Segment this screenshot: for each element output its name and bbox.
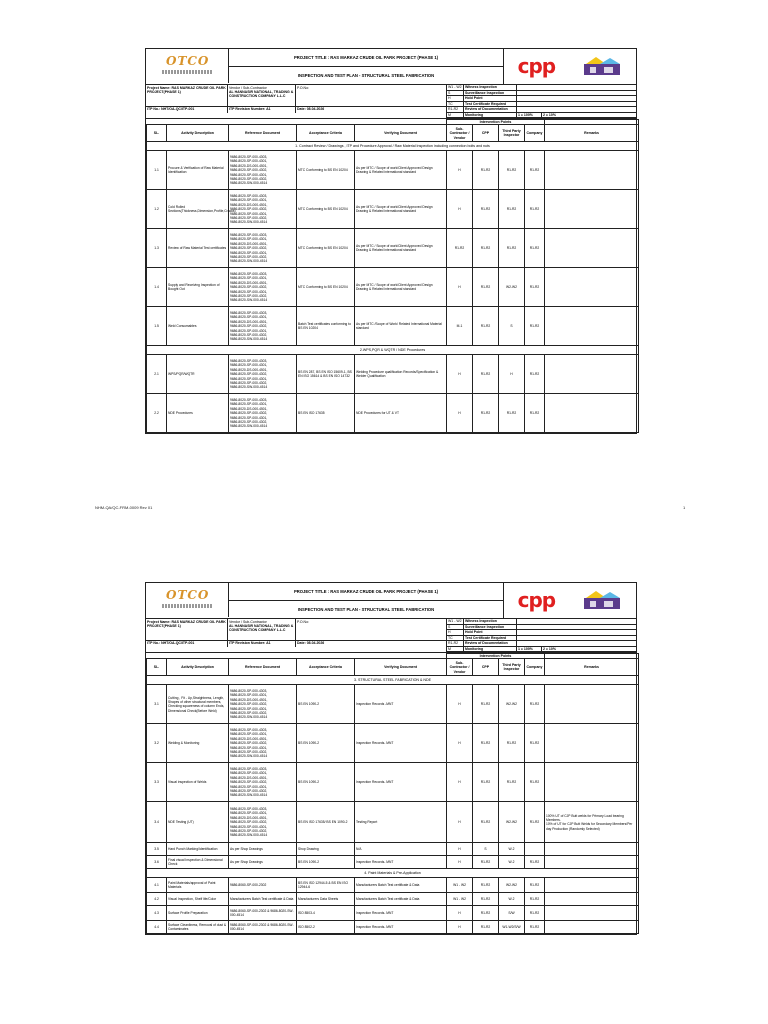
row-sub: R1-R2 — [447, 229, 473, 268]
row-cpp: R1-R2 — [473, 878, 499, 893]
row-sl: 4.2 — [147, 893, 167, 906]
legend-monitor-100: 1 = 100% — [517, 647, 542, 652]
row-remarks — [545, 307, 639, 346]
col-header-acceptance: Acceptance Criteria — [297, 125, 355, 142]
row-remarks — [545, 763, 639, 802]
title-block — [229, 49, 504, 84]
row-reference: 9686-8020-SP-000-4303, 9686-8020-SP-000-4301, 9686-8020-DS-000-4501, 9686-8020-SP-000-4302, 9686-8020-SP-000-4301, 9686-8020-SP-000-4302, 9686-8020-SW-000-4514 — [229, 355, 297, 394]
row-acceptance: MTC Conforming to BS EN 10204 — [297, 190, 355, 229]
legend-code: R1-R2 — [447, 641, 464, 646]
table-row — [147, 685, 639, 724]
row-company: R1-R2 — [525, 151, 545, 190]
legend-desc: Monitoring — [464, 647, 517, 652]
row-reference: 9686-8020-SP-000-4303, 9686-8020-SP-000-4301, 9686-8020-DS-000-4501, 9686-8020-SP-000-4302, 9686-8020-SP-000-4301, 9686-8020-SP-000-4302, 9686-8020-SW-000-4514 — [229, 151, 297, 190]
row-remarks — [545, 843, 639, 856]
row-sl: 3.2 — [147, 724, 167, 763]
row-cpp: R1-R2 — [473, 685, 499, 724]
row-sl: 1.3 — [147, 229, 167, 268]
row-activity: NDE Procedures — [167, 394, 229, 433]
plan-title: INSPECTION AND TEST PLAN - STRUCTURAL STEEL FABRICATION — [297, 607, 435, 612]
row-acceptance: BS EN 1090-2 — [297, 856, 355, 869]
table-row — [147, 763, 639, 802]
row-third-party: W2-W2 — [499, 802, 525, 843]
legend-desc: Review of Documentation — [464, 641, 517, 646]
row-acceptance: BS EN 1090-2 — [297, 724, 355, 763]
legend-desc: Witness Inspection — [464, 619, 517, 624]
legend-monitor-100: 1 = 100% — [517, 113, 542, 118]
row-sub: W1 - W2 — [447, 878, 473, 893]
row-verifying: Inspection Records- MNT — [355, 921, 447, 934]
row-reference: 9686-8060-SP-000-2302 & 9686-8020-SW-000-4514 — [229, 906, 297, 921]
row-acceptance: ISO 8502-2 — [297, 921, 355, 934]
row-verifying: As per MTC / Scope of work/Client Approved Design Drawing & Related international standard — [355, 190, 447, 229]
vendor-name: AL HANNASIR NATIONAL, TRADING & CONSTRUCTION COMPANY L.L.C — [229, 90, 294, 98]
row-sub: H — [447, 355, 473, 394]
row-acceptance: Batch Test certificates conforming to BS EN 10204 — [297, 307, 355, 346]
row-reference: 9686-8020-SP-000-4303, 9686-8020-SP-000-4301, 9686-8020-DS-000-4501, 9686-8020-SP-000-4302, 9686-8020-SP-000-4301, 9686-8020-SP-000-4302, 9686-8020-SW-000-4514 — [229, 394, 297, 433]
row-remarks — [545, 151, 639, 190]
row-company: R1-R2 — [525, 307, 545, 346]
row-activity: Cold Rolled Sections(Thickness,Dimension,Profile,Cracks) — [167, 190, 229, 229]
mt-logo — [582, 55, 622, 77]
vendor-name: AL HANNASIR NATIONAL, TRADING & CONSTRUCTION COMPANY L.L.C — [229, 624, 294, 632]
col-header-cpp: CPP — [473, 125, 499, 142]
row-third-party: W-2 — [499, 856, 525, 869]
legend-code: TC — [447, 636, 464, 641]
col-header-third: Third Party Inspector — [499, 125, 525, 142]
page-number: 1 — [683, 505, 686, 510]
row-activity: WPS/PQR/WQTR — [167, 355, 229, 394]
row-verifying: Welding Procedure qualification Records/Specification & Welder Qualification — [355, 355, 447, 394]
po-number: P.O.No: — [297, 86, 309, 90]
row-sl: 4.3 — [147, 906, 167, 921]
row-cpp: R1-R2 — [473, 802, 499, 843]
legend-code: M — [447, 113, 464, 118]
row-remarks — [545, 394, 639, 433]
row-verifying: Manufacturers Batch Test certificate & Data — [355, 878, 447, 893]
row-third-party: H — [499, 355, 525, 394]
row-verifying: Inspection Records- MNT — [355, 724, 447, 763]
legend-desc: Surveillance Inspection — [464, 625, 517, 630]
row-acceptance: BS EN ISO 12944-5 & BS EN ISO 12944-6 — [297, 878, 355, 893]
project-name: Project Name: RAS MARKAZ CRUDE OIL PARK PROJECT(PHASE 1) — [146, 85, 228, 106]
sheet-header — [146, 49, 636, 85]
row-third-party: W2-W2 — [499, 268, 525, 307]
col-header-sl: SL. — [147, 125, 167, 142]
row-reference: As per Shop Drawings — [229, 856, 297, 869]
row-sl: 1.4 — [147, 268, 167, 307]
table-row — [147, 906, 639, 921]
legend-desc: Witness Inspection — [464, 85, 517, 90]
row-activity: Hard Punch Marking/Identification — [167, 843, 229, 856]
table-row — [147, 307, 639, 346]
col-header-sub: Sub-Contractor / Vendor — [447, 125, 473, 142]
legend-desc: Test Certificate Required — [464, 102, 517, 107]
col-header-remarks: Remarks — [545, 659, 639, 676]
plan-title: INSPECTION AND TEST PLAN - STRUCTURAL STEEL FABRICATION — [297, 73, 435, 78]
row-remarks — [545, 268, 639, 307]
row-verifying: Testing Report — [355, 802, 447, 843]
itp-table — [146, 653, 639, 934]
row-acceptance: Shop Drawing — [297, 843, 355, 856]
po-number: P.O.No: — [297, 620, 309, 624]
row-remarks — [545, 724, 639, 763]
section-title: 3. STRUCTURAL STEEL FABRICATION & NDE — [147, 676, 639, 685]
row-reference: 9686-8060-SP-000-2302 — [229, 878, 297, 893]
project-name: Project Name: RAS MARKAZ CRUDE OIL PARK PROJECT(PHASE 1) — [146, 619, 228, 640]
legend-code: W1 - W2 — [447, 619, 464, 624]
col-header-cpp: CPP — [473, 659, 499, 676]
page-2 — [0, 512, 768, 1024]
legend-desc: Hold Point — [464, 96, 517, 101]
table-row — [147, 190, 639, 229]
row-acceptance: BS EN ISO 17635/ BS EN 1090-2 — [297, 802, 355, 843]
col-header-remarks: Remarks — [545, 125, 639, 142]
row-activity: Procure & Verification of Raw Material Identification — [167, 151, 229, 190]
row-sl: 3.5 — [147, 843, 167, 856]
row-remarks — [545, 893, 639, 906]
row-sub: H — [447, 268, 473, 307]
row-verifying: Inspection Records- MNT — [355, 763, 447, 802]
row-company: R1-R2 — [525, 394, 545, 433]
row-activity: NDE Testing (UT) — [167, 802, 229, 843]
row-sl: 1.2 — [147, 190, 167, 229]
row-sl: 3.1 — [147, 685, 167, 724]
row-remarks — [545, 229, 639, 268]
row-verifying: Inspection Records -MNT — [355, 685, 447, 724]
row-cpp: R1-R2 — [473, 906, 499, 921]
legend-code: S — [447, 625, 464, 630]
row-verifying: Manufacturers Batch Test certificate & Data — [355, 893, 447, 906]
row-sub: H — [447, 921, 473, 934]
legend-monitor-10: 2 = 10% — [543, 646, 556, 651]
legend-desc: Surveillance Inspection — [464, 91, 517, 96]
row-acceptance: ISO 8503-4 — [297, 906, 355, 921]
row-third-party: R1-R2 — [499, 394, 525, 433]
row-sl: 2.2 — [147, 394, 167, 433]
row-sub: H — [447, 802, 473, 843]
col-header-company: Company — [525, 125, 545, 142]
row-company — [525, 843, 545, 856]
row-sl: 2.1 — [147, 355, 167, 394]
row-activity: Welding & Monitoring — [167, 724, 229, 763]
project-title: PROJECT TITLE : RAS MARKAZ CRUDE OIL PARK PROJECT (PHASE 1) — [229, 583, 503, 601]
itp-revision: ITP Revision Number: A1 — [228, 641, 296, 647]
row-company: R1-R2 — [525, 921, 545, 934]
legend-code: M — [447, 647, 464, 652]
row-sub: H — [447, 685, 473, 724]
itp-number: ITP No.: NHT/OA-QC/ITP-001 — [146, 107, 228, 113]
itp-sheet — [145, 48, 637, 434]
row-cpp: R1-R2 — [473, 190, 499, 229]
table-row — [147, 229, 639, 268]
row-sub: W1 - W2 — [447, 893, 473, 906]
row-cpp: S — [473, 843, 499, 856]
table-row — [147, 724, 639, 763]
itp-revision: ITP Revision Number: A1 — [228, 107, 296, 113]
row-company: R1-R2 — [525, 906, 545, 921]
row-third-party: W1-W2/S/W — [499, 921, 525, 934]
row-cpp: R1-R2 — [473, 229, 499, 268]
table-row — [147, 878, 639, 893]
row-acceptance: MTC Conforming to BS EN 10204 — [297, 151, 355, 190]
itp-number: ITP No.: NHT/OA-QC/ITP-001 — [146, 641, 228, 647]
row-cpp: R1-R2 — [473, 763, 499, 802]
table-row — [147, 268, 639, 307]
row-sub: H — [447, 843, 473, 856]
row-sub: H — [447, 906, 473, 921]
row-verifying: As per MTC / Scope of work/Client Approved Design Drawing & Related international standard — [355, 268, 447, 307]
itp-table — [146, 119, 639, 433]
legend-code: H — [447, 96, 464, 101]
legend-desc: Monitoring — [464, 113, 517, 118]
row-cpp: R1-R2 — [473, 151, 499, 190]
col-header-sl: SL. — [147, 659, 167, 676]
form-number: NHM-QA/QC-FRM-0009 Rev 01 — [95, 505, 153, 510]
row-cpp: R1-R2 — [473, 268, 499, 307]
row-third-party: W2-W2 — [499, 878, 525, 893]
row-cpp: R1-R2 — [473, 893, 499, 906]
legend-desc: Review of Documentation — [464, 107, 517, 112]
col-header-verifying: Verifying Document — [355, 659, 447, 676]
section-title: 1. Contract Review / Drawings , ITP and Procedure Approval / Raw Material Inspection including connection bolts and nuts — [147, 142, 639, 151]
row-company: R1-R2 — [525, 893, 545, 906]
legend-code: W1 - W2 — [447, 85, 464, 90]
row-sl: 1.1 — [147, 151, 167, 190]
row-activity: Cutting , Fit - Up,Straightness, Length, Shapes of other structural members, Checking squareness of column Ends, Dimensional Check(Before Weld) — [167, 685, 229, 724]
row-verifying: As per MTC /Scope of Work/ Related International Material standard — [355, 307, 447, 346]
col-header-activity: Activity Description — [167, 659, 229, 676]
row-cpp: R1-R2 — [473, 921, 499, 934]
row-activity: Final visual Inspection & Dimensional Check — [167, 856, 229, 869]
col-header-sub: Sub-Contractor / Vendor — [447, 659, 473, 676]
row-cpp: R1-R2 — [473, 307, 499, 346]
row-activity: Weld Consumables — [167, 307, 229, 346]
row-sub: H — [447, 394, 473, 433]
row-activity: Review of Raw Material Test certificates — [167, 229, 229, 268]
col-header-acceptance: Acceptance Criteria — [297, 659, 355, 676]
row-third-party: W-2 — [499, 843, 525, 856]
col-header-third: Third Party Inspector — [499, 659, 525, 676]
table-row — [147, 394, 639, 433]
legend-desc: Hold Point — [464, 630, 517, 635]
row-third-party: S — [499, 307, 525, 346]
itp-date: Date: 08.04.2026 — [297, 107, 325, 111]
row-remarks — [545, 878, 639, 893]
table-row — [147, 921, 639, 934]
meta-block — [146, 85, 636, 119]
row-company: R1-R2 — [525, 190, 545, 229]
col-header-company: Company — [525, 659, 545, 676]
row-remarks — [545, 856, 639, 869]
row-activity: Visual Inspection, Shelf life/Color — [167, 893, 229, 906]
row-remarks — [545, 685, 639, 724]
row-remarks — [545, 921, 639, 934]
row-verifying: NDE Procedures for UT & VT — [355, 394, 447, 433]
legend-code: S — [447, 91, 464, 96]
row-cpp: R1-R2 — [473, 394, 499, 433]
row-company: R1-R2 — [525, 268, 545, 307]
row-reference: 9686-8020-SP-000-4303, 9686-8020-SP-000-4301, 9686-8020-DS-000-4501, 9686-8020-SP-000-4302, 9686-8020-SP-000-4301, 9686-8020-SP-000-4302, 9686-8020-SW-000-4514 — [229, 724, 297, 763]
col-header-activity: Activity Description — [167, 125, 229, 142]
row-reference: 9686-8020-SP-000-4303, 9686-8020-SP-000-4301, 9686-8020-DS-000-4501, 9686-8020-SP-000-4302, 9686-8020-SP-000-4301, 9686-8020-SP-000-4302, 9686-8020-SW-000-4514 — [229, 763, 297, 802]
row-acceptance: Manufacturers Data Sheets — [297, 893, 355, 906]
vendor-label: Vendor / Sub-Contractor — [229, 86, 267, 90]
row-remarks: 100% UT of CJP Butt welds for Primary Load bearing Members. 10% of UT for CJP Butt Welds for Secondary Members/Per day Production (Randomly Selected) — [545, 802, 639, 843]
row-acceptance: BS EN ISO 17635 — [297, 394, 355, 433]
row-third-party: W2-W2 — [499, 685, 525, 724]
row-activity: Surface Cleanliness, Removal of dust & Contaminates — [167, 921, 229, 934]
col-header-verifying: Verifying Document — [355, 125, 447, 142]
row-reference: Manufacturers Batch Test certificate & Data — [229, 893, 297, 906]
row-sub: H — [447, 151, 473, 190]
row-sub: H — [447, 763, 473, 802]
row-company: R1-R2 — [525, 229, 545, 268]
row-reference: As per Shop Drawings — [229, 843, 297, 856]
row-reference: 9686-8020-SP-000-4303, 9686-8020-SP-000-4301, 9686-8020-DS-000-4501, 9686-8020-SP-000-4302, 9686-8020-SP-000-4301, 9686-8020-SP-000-4302, 9686-8020-SW-000-4514 — [229, 685, 297, 724]
row-third-party: R1-R2 — [499, 151, 525, 190]
sheet-header — [146, 583, 636, 619]
legend-code: H — [447, 630, 464, 635]
row-reference: 9686-8020-SP-000-4303, 9686-8020-SP-000-4301, 9686-8020-DS-000-4501, 9686-8020-SP-000-4302, 9686-8020-SP-000-4301, 9686-8020-SP-000-4302, 9686-8020-SW-000-4514 — [229, 307, 297, 346]
row-company: R1-R2 — [525, 724, 545, 763]
row-verifying: Inspection Records- MNT — [355, 856, 447, 869]
itp-date: Date: 08.04.2026 — [297, 641, 325, 645]
row-acceptance: BS EN 1090-2 — [297, 685, 355, 724]
row-remarks — [545, 355, 639, 394]
col-header-reference: Reference Document — [229, 125, 297, 142]
row-cpp: R1-R2 — [473, 724, 499, 763]
row-sl: 3.4 — [147, 802, 167, 843]
row-company: R1-R2 — [525, 878, 545, 893]
row-third-party: R1-R2 — [499, 190, 525, 229]
row-sl: 4.1 — [147, 878, 167, 893]
cpp-logo: cpp — [517, 54, 556, 78]
vendor-label: Vendor / Sub-Contractor — [229, 620, 267, 624]
row-acceptance: BS EN 1090-2 — [297, 763, 355, 802]
row-reference: 9686-8020-SP-000-4303, 9686-8020-SP-000-4301, 9686-8020-DS-000-4501, 9686-8020-SP-000-4302, 9686-8020-SP-000-4301, 9686-8020-SP-000-4302, 9686-8020-SW-000-4514 — [229, 268, 297, 307]
row-sl: 1.5 — [147, 307, 167, 346]
table-row — [147, 355, 639, 394]
intervention-points-header: Intervention Points — [447, 654, 545, 659]
row-third-party: R1-R2 — [499, 724, 525, 763]
row-third-party: S/W — [499, 906, 525, 921]
meta-block — [146, 619, 636, 653]
row-acceptance: MTC Conforming to BS EN 10204 — [297, 229, 355, 268]
row-sub: H — [447, 856, 473, 869]
row-third-party: R1-R2 — [499, 229, 525, 268]
row-sub: H — [447, 724, 473, 763]
row-company: R1-R2 — [525, 856, 545, 869]
section-title: 4. Paint Materials & Pre-Application — [147, 869, 639, 878]
otco-logo: OTCO — [146, 49, 229, 83]
row-sub: M-1 — [447, 307, 473, 346]
table-row — [147, 856, 639, 869]
row-third-party: R1-R2 — [499, 763, 525, 802]
row-company: R1-R2 — [525, 355, 545, 394]
row-sl: 3.3 — [147, 763, 167, 802]
row-verifying: As per MTC / Scope of work/Client Approved Design Drawing & Related international standard — [355, 151, 447, 190]
table-row — [147, 151, 639, 190]
row-reference: 9686-8020-SP-000-4303, 9686-8020-SP-000-4301, 9686-8020-DS-000-4501, 9686-8020-SP-000-4302, 9686-8020-SP-000-4301, 9686-8020-SP-000-4302, 9686-8020-SW-000-4514 — [229, 190, 297, 229]
row-activity: Visual inspection of Welds — [167, 763, 229, 802]
row-reference: 9686-8060-SP-000-2302 & 9686-8020-SW-000-4514 — [229, 921, 297, 934]
otco-logo: OTCO — [146, 583, 229, 617]
row-company: R1-R2 — [525, 685, 545, 724]
legend-monitor-10: 2 = 10% — [543, 112, 556, 117]
itp-sheet — [145, 582, 637, 935]
row-verifying: As per MTC / Scope of work/Client Approved Design Drawing & Related international standard — [355, 229, 447, 268]
row-activity: Supply and Receiving Inspection of Bought Out — [167, 268, 229, 307]
row-third-party: W-2 — [499, 893, 525, 906]
row-reference: 9686-8020-SP-000-4303, 9686-8020-SP-000-4301, 9686-8020-DS-000-4501, 9686-8020-SP-000-4302, 9686-8020-SP-000-4301, 9686-8020-SP-000-4302, 9686-8020-SW-000-4514 — [229, 229, 297, 268]
row-sl: 4.4 — [147, 921, 167, 934]
legend-code: TC — [447, 102, 464, 107]
row-activity: Surface Profile Preparation — [167, 906, 229, 921]
section-title: 2.WPS,PQR & WQTR / NDE Procedures — [147, 346, 639, 355]
row-sub: H — [447, 190, 473, 229]
row-remarks — [545, 906, 639, 921]
row-sl: 3.6 — [147, 856, 167, 869]
row-activity: Paint Materials/approval of Paint Materials — [167, 878, 229, 893]
row-acceptance: BS EN 287, BS EN ISO 15609-1, BS EN ISO 15614 & BS EN ISO 14732 — [297, 355, 355, 394]
col-header-reference: Reference Document — [229, 659, 297, 676]
table-row — [147, 893, 639, 906]
row-company: R1-R2 — [525, 763, 545, 802]
mt-logo — [582, 589, 622, 611]
row-remarks — [545, 190, 639, 229]
legend-code: R1-R2 — [447, 107, 464, 112]
row-reference: 9686-8020-SP-000-4303, 9686-8020-SP-000-4301, 9686-8020-DS-000-4501, 9686-8020-SP-000-4302, 9686-8020-SP-000-4301, 9686-8020-SP-000-4302, 9686-8020-SW-000-4514 — [229, 802, 297, 843]
table-row — [147, 843, 639, 856]
project-title: PROJECT TITLE : RAS MARKAZ CRUDE OIL PARK PROJECT (PHASE 1) — [229, 49, 503, 67]
intervention-points-header: Intervention Points — [447, 120, 545, 125]
row-cpp: R1-R2 — [473, 355, 499, 394]
cpp-logo: cpp — [517, 588, 556, 612]
row-acceptance: MTC Conforming to BS EN 10204 — [297, 268, 355, 307]
row-cpp: R1-R2 — [473, 856, 499, 869]
row-verifying: Inspection Records- MNT — [355, 906, 447, 921]
row-verifying: N/A — [355, 843, 447, 856]
legend-desc: Test Certificate Required — [464, 636, 517, 641]
title-block — [229, 583, 504, 618]
table-row — [147, 802, 639, 843]
row-company: R1-R2 — [525, 802, 545, 843]
